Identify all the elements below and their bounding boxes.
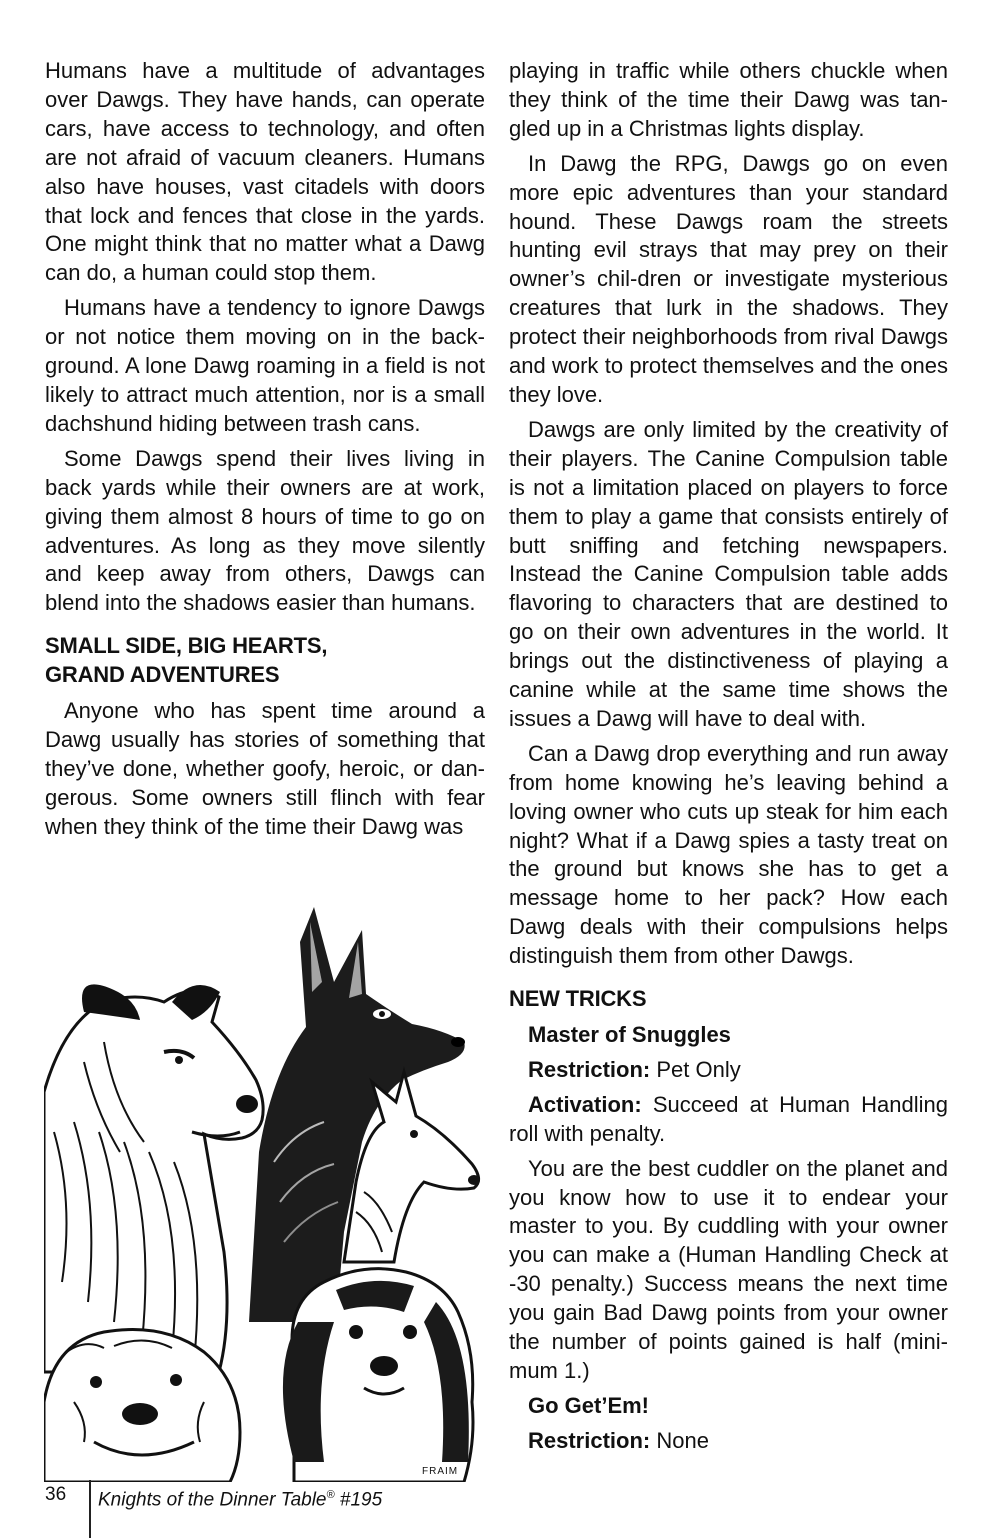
paragraph: Can a Dawg drop everything and run away from home knowing he’s leaving behind a loving owner who cuts up steak for him each night? What if a Dawg spies a tasty treat on the ground but knows she has to get a message home to her pack? How each Dawg deals with their compulsions helps distinguish them from other Dawgs.: [509, 740, 948, 969]
page-number: 36: [45, 1484, 67, 1505]
paragraph: Some Dawgs spend their lives living in back yards while their owners are at work, giving them almost 8 hours of time to go on adventures. As long as they move silently and keep away from others, Dawgs can blend into the shadows easier than humans.: [45, 445, 485, 616]
paragraph: In Dawg the RPG, Dawgs go on even more epic adventures than your standard hound. These Dawgs roam the streets hunting evil strays that may prey on their owner’s chil-dren or investigate mysterious creatures that lurk in the shadows. They protect their neighborhoods from rival Dawgs and work to protect themselves and the ones they love.: [509, 150, 948, 407]
paragraph: playing in traffic while others chuckle when they think of the time their Dawg was tan-gled up in a Christmas lights display.: [509, 58, 948, 141]
paragraph: Humans have a multitude of advantages over Dawgs. They have hands, can operate cars, have access to technology, and often are not afraid of vacuum cleaners. Humans also have houses, vast citadels with doors that lock and fences that close in the yards. One might think that no matter what a Dawg can do, a human could stop them.: [45, 58, 485, 286]
heading-line: GRAND ADVENTURES: [45, 662, 280, 688]
publication-name: Knights of the Dinner Table: [98, 1489, 327, 1511]
publication-title: [98, 1484, 382, 1511]
trick-activation: [509, 1091, 948, 1149]
field-value: Succeed at Human Handling roll with penalty.: [509, 1091, 948, 1146]
field-value: None: [650, 1427, 709, 1453]
field-label: Activation:: [528, 1091, 642, 1117]
heading-line: SMALL SIDE, BIG HEARTS,: [45, 633, 328, 659]
field-value: Pet Only: [650, 1056, 741, 1082]
issue-number: #195: [334, 1489, 383, 1511]
paragraph: Anyone who has spent time around a Dawg usually has stories of something that they’ve done, whether goofy, heroic, or dan-gerous. Some owners still flinch with fear when they think of the time their Dawg was: [45, 698, 485, 839]
field-label: Restriction:: [528, 1427, 651, 1453]
artist-signature: FRAIM: [422, 1466, 459, 1477]
left-column: [45, 57, 485, 848]
paragraph: Dawgs are only limited by the creativity of their players. The Canine Compulsion table is not a limitation placed on players to force them to play a game that consists entirely of butt sniffing and fetching newspapers. Instead the Canine Compulsion table adds flavoring to characters that are destined to go on their own adventures in the world. It brings out the distinctiveness of playing a canine while at the same time shows the issues a Dawg will have to deal with.: [509, 416, 948, 731]
trick-description: You are the best cuddler on the planet and you know how to use it to endear your master to you. By cuddling with your owner you can make a (Human Handling Check at -30 penalty.) Success means the next time you gain Bad Dawg points from your owner the number of points gained is half (mini-mum 1.): [509, 1155, 948, 1383]
section-heading: [45, 632, 485, 690]
registered-mark: ®: [326, 1489, 335, 1501]
trick-name: Master of Snuggles: [528, 1022, 731, 1047]
footer-divider: [89, 1480, 91, 1538]
section-heading: NEW TRICKS: [509, 986, 647, 1012]
dogs-illustration: [44, 902, 484, 1482]
paragraph: Humans have a tendency to ignore Dawgs or not notice them moving on in the back-ground. A lone Dawg roaming in a field is not likely to attract much attention, nor is a small dachshund hiding between trash cans.: [45, 295, 485, 436]
spaniel-figure: [283, 1269, 473, 1482]
trick-restriction: [509, 1056, 948, 1085]
field-label: Restriction:: [528, 1056, 651, 1082]
trick-name: Go Get’Em!: [528, 1392, 650, 1418]
trick-restriction: [509, 1427, 948, 1456]
right-column: [509, 57, 948, 1462]
